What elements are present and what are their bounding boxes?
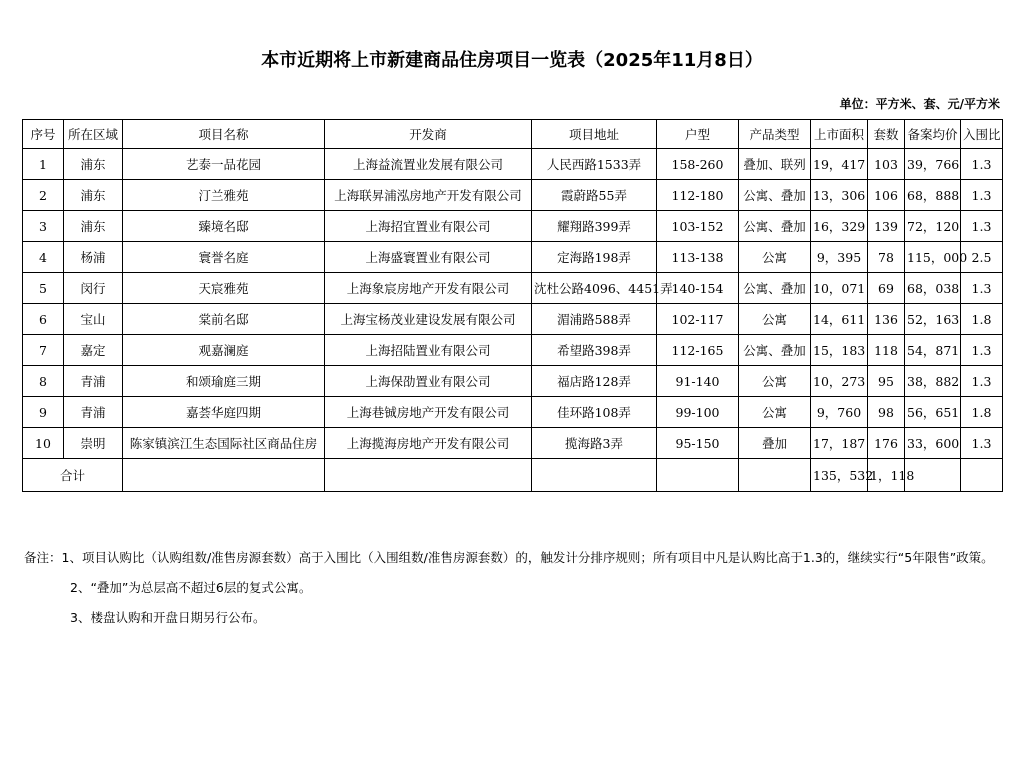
table-cell: 9，760 <box>811 397 868 428</box>
table-cell: 95-150 <box>657 428 739 459</box>
table-cell: 15，183 <box>811 335 868 366</box>
table-cell: 上海招宜置业有限公司 <box>325 211 532 242</box>
table-cell: 115，000 <box>905 242 961 273</box>
total-row <box>23 459 1003 492</box>
table-cell: 7 <box>23 335 64 366</box>
table-cell: 106 <box>868 180 905 211</box>
table-cell: 公寓 <box>739 242 811 273</box>
header-cell: 户型 <box>657 120 739 149</box>
table-cell: 佳环路108弄 <box>532 397 657 428</box>
table-cell: 118 <box>868 335 905 366</box>
table-cell: 1 <box>23 149 64 180</box>
table-cell: 嘉荟华庭四期 <box>123 397 325 428</box>
table-cell: 浦东 <box>64 149 123 180</box>
table-cell: 19，417 <box>811 149 868 180</box>
table-cell: 嘉定 <box>64 335 123 366</box>
table-cell: 1.3 <box>961 180 1003 211</box>
table-cell: 上海揽海房地产开发有限公司 <box>325 428 532 459</box>
note-item <box>24 578 994 608</box>
table-cell: 113-138 <box>657 242 739 273</box>
empty-cell <box>739 459 811 492</box>
table-row <box>23 273 1003 304</box>
table-row <box>23 242 1003 273</box>
table-row <box>23 428 1003 459</box>
table-cell: 2.5 <box>961 242 1003 273</box>
table-cell: 9，395 <box>811 242 868 273</box>
table-cell: 浦东 <box>64 211 123 242</box>
table-cell: 上海宝杨茂业建设发展有限公司 <box>325 304 532 335</box>
table-cell: 希望路398弄 <box>532 335 657 366</box>
notes-section <box>24 548 994 638</box>
empty-cell <box>532 459 657 492</box>
table-cell: 揽海路3弄 <box>532 428 657 459</box>
table-cell: 耀翔路399弄 <box>532 211 657 242</box>
table-cell: 天宸雅苑 <box>123 273 325 304</box>
table-cell: 6 <box>23 304 64 335</box>
empty-cell <box>961 459 1003 492</box>
table-cell: 上海盛寰置业有限公司 <box>325 242 532 273</box>
table-cell: 上海象宸房地产开发有限公司 <box>325 273 532 304</box>
header-cell: 项目地址 <box>532 120 657 149</box>
table-cell: 棠前名邸 <box>123 304 325 335</box>
notes-prefix: 备注： <box>24 550 62 565</box>
note-text: 3、楼盘认购和开盘日期另行公布。 <box>70 610 266 625</box>
table-cell: 人民西路1533弄 <box>532 149 657 180</box>
table-cell: 69 <box>868 273 905 304</box>
table-cell: 2 <box>23 180 64 211</box>
housing-table <box>22 119 1003 492</box>
table-cell: 17，187 <box>811 428 868 459</box>
table-cell: 112-180 <box>657 180 739 211</box>
table-cell: 沈杜公路4096、4451弄 <box>532 273 657 304</box>
header-cell: 备案均价 <box>905 120 961 149</box>
table-row <box>23 304 1003 335</box>
table-cell: 公寓、叠加 <box>739 180 811 211</box>
table-cell: 136 <box>868 304 905 335</box>
table-cell: 13，306 <box>811 180 868 211</box>
total-label: 合计 <box>23 459 123 492</box>
table-cell: 崇明 <box>64 428 123 459</box>
header-cell: 产品类型 <box>739 120 811 149</box>
table-cell: 72，120 <box>905 211 961 242</box>
table-cell: 臻境名邸 <box>123 211 325 242</box>
table-cell: 10 <box>23 428 64 459</box>
table-cell: 112-165 <box>657 335 739 366</box>
table-cell: 78 <box>868 242 905 273</box>
table-cell: 54，871 <box>905 335 961 366</box>
table-cell: 38，882 <box>905 366 961 397</box>
table-cell: 14，611 <box>811 304 868 335</box>
table-cell: 青浦 <box>64 397 123 428</box>
table-row <box>23 366 1003 397</box>
table-cell: 139 <box>868 211 905 242</box>
table-cell: 5 <box>23 273 64 304</box>
table-row <box>23 211 1003 242</box>
header-cell: 开发商 <box>325 120 532 149</box>
table-cell: 宝山 <box>64 304 123 335</box>
table-cell: 99-100 <box>657 397 739 428</box>
table-cell: 叠加、联列 <box>739 149 811 180</box>
total-units: 1，118 <box>868 459 905 492</box>
header-cell: 入围比 <box>961 120 1003 149</box>
unit-note: 单位：平方米、套、元/平方米 <box>839 97 1000 111</box>
table-cell: 和颂瑜庭三期 <box>123 366 325 397</box>
table-cell: 青浦 <box>64 366 123 397</box>
table-cell: 10，071 <box>811 273 868 304</box>
table-cell: 140-154 <box>657 273 739 304</box>
table-cell: 4 <box>23 242 64 273</box>
note-text: 2、“叠加”为总层高不超过6层的复式公寓。 <box>70 580 312 595</box>
table-cell: 上海招陆置业有限公司 <box>325 335 532 366</box>
table-cell: 陈家镇滨江生态国际社区商品住房 <box>123 428 325 459</box>
table-cell: 公寓、叠加 <box>739 273 811 304</box>
table-row <box>23 335 1003 366</box>
table-cell: 上海保劭置业有限公司 <box>325 366 532 397</box>
table-cell: 上海联昇浦泓房地产开发有限公司 <box>325 180 532 211</box>
table-cell: 16，329 <box>811 211 868 242</box>
table-cell: 103-152 <box>657 211 739 242</box>
table-cell: 10，273 <box>811 366 868 397</box>
table-cell: 102-117 <box>657 304 739 335</box>
table-row <box>23 397 1003 428</box>
table-cell: 叠加 <box>739 428 811 459</box>
table-cell: 9 <box>23 397 64 428</box>
table-cell: 福店路128弄 <box>532 366 657 397</box>
table-cell: 3 <box>23 211 64 242</box>
table-cell: 1.3 <box>961 273 1003 304</box>
table-header-row <box>23 120 1003 149</box>
table-cell: 1.8 <box>961 397 1003 428</box>
note-text: 1、项目认购比（认购组数/准售房源套数）高于入围比（入围组数/准售房源套数）的，触发计分排序规则；所有项目中凡是认购比高于1.3的，继续实行“5年限售”政策。 <box>61 550 994 565</box>
table-cell: 公寓、叠加 <box>739 211 811 242</box>
table-cell: 95 <box>868 366 905 397</box>
table-cell: 公寓 <box>739 397 811 428</box>
empty-cell <box>657 459 739 492</box>
table-row <box>23 180 1003 211</box>
table-cell: 定海路198弄 <box>532 242 657 273</box>
table-cell: 观嘉澜庭 <box>123 335 325 366</box>
table-cell: 1.3 <box>961 428 1003 459</box>
table-cell: 39，766 <box>905 149 961 180</box>
table-cell: 33，600 <box>905 428 961 459</box>
table-cell: 汀兰雅苑 <box>123 180 325 211</box>
table-cell: 1.3 <box>961 211 1003 242</box>
note-item <box>24 548 994 578</box>
table-cell: 艺泰一品花园 <box>123 149 325 180</box>
table-cell: 52，163 <box>905 304 961 335</box>
table-cell: 上海巷铖房地产开发有限公司 <box>325 397 532 428</box>
table-cell: 公寓、叠加 <box>739 335 811 366</box>
table-cell: 158-260 <box>657 149 739 180</box>
header-cell: 项目名称 <box>123 120 325 149</box>
table-cell: 浦东 <box>64 180 123 211</box>
table-cell: 1.8 <box>961 304 1003 335</box>
table-cell: 91-140 <box>657 366 739 397</box>
table-cell: 闵行 <box>64 273 123 304</box>
table-cell: 68，038 <box>905 273 961 304</box>
table-cell: 1.3 <box>961 335 1003 366</box>
table-cell: 98 <box>868 397 905 428</box>
header-cell: 上市面积 <box>811 120 868 149</box>
table-cell: 公寓 <box>739 366 811 397</box>
empty-cell <box>325 459 532 492</box>
table-cell: 上海益流置业发展有限公司 <box>325 149 532 180</box>
table-cell: 1.3 <box>961 366 1003 397</box>
table-row <box>23 149 1003 180</box>
table-cell: 176 <box>868 428 905 459</box>
table-cell: 公寓 <box>739 304 811 335</box>
header-cell: 序号 <box>23 120 64 149</box>
note-item <box>24 608 994 638</box>
header-cell: 套数 <box>868 120 905 149</box>
table-cell: 8 <box>23 366 64 397</box>
table-cell: 杨浦 <box>64 242 123 273</box>
table-cell: 103 <box>868 149 905 180</box>
total-area: 135，532 <box>811 459 868 492</box>
table-cell: 1.3 <box>961 149 1003 180</box>
table-cell: 霞蔚路55弄 <box>532 180 657 211</box>
empty-cell <box>123 459 325 492</box>
table-cell: 寰誉名庭 <box>123 242 325 273</box>
table-cell: 湄浦路588弄 <box>532 304 657 335</box>
table-cell: 68，888 <box>905 180 961 211</box>
header-cell: 所在区域 <box>64 120 123 149</box>
page-title: 本市近期将上市新建商品住房项目一览表（2025年11月8日） <box>261 50 763 71</box>
table-cell: 56，651 <box>905 397 961 428</box>
